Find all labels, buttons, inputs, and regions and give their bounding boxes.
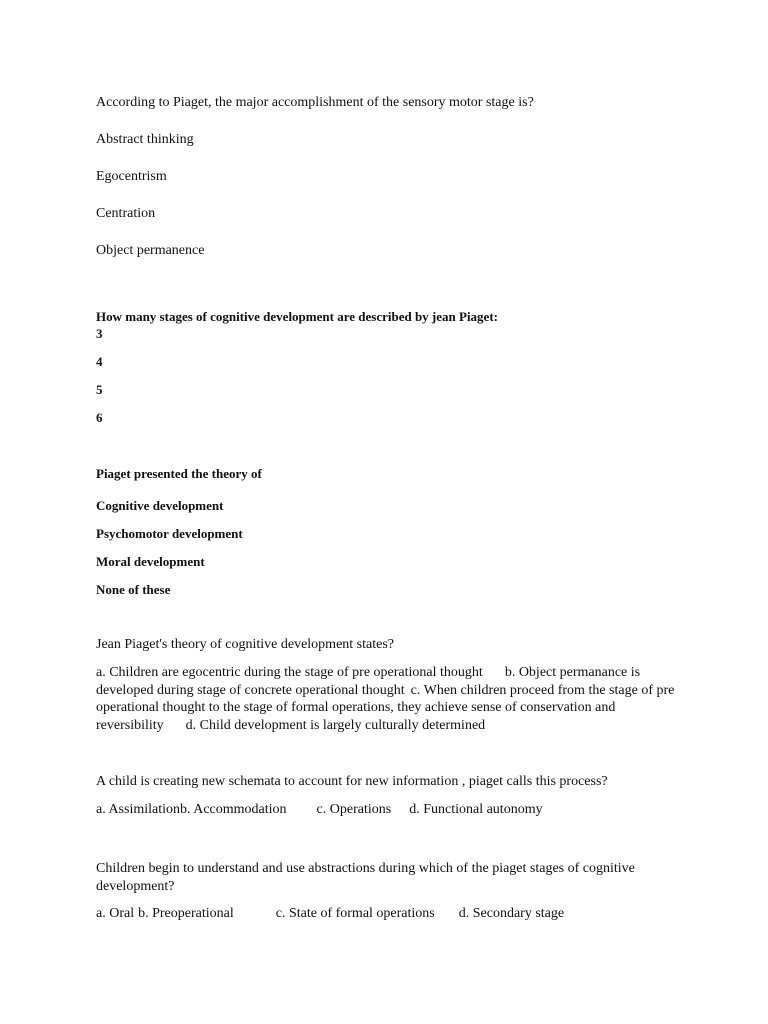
q2-option-4: 6 — [96, 410, 103, 425]
q2-option-2: 4 — [96, 354, 103, 369]
q5-options-line — [96, 801, 543, 818]
q5-option-d: d. Functional autonomy — [409, 802, 543, 817]
q2-option-1: 3 — [96, 326, 103, 341]
q1-option-4: Object permanence — [96, 243, 205, 258]
q4-option-d: d. Child development is largely culturally determined — [185, 717, 486, 733]
q6-options-line — [96, 905, 564, 922]
q6-option-c: c. State of formal operations — [275, 906, 435, 921]
q3-option-4: None of these — [96, 582, 171, 597]
q4-option-b: b. Object permanance is developed during stage of concrete operational thought — [96, 665, 641, 698]
question-3: Piaget presented the theory of — [96, 466, 262, 481]
question-4: Jean Piaget's theory of cognitive development states? — [96, 637, 394, 652]
q2-option-3: 5 — [96, 382, 103, 397]
question-5: A child is creating new schemata to account for new information , piaget calls this process? — [96, 774, 608, 789]
q6-option-a: a. Oral — [96, 906, 135, 921]
q3-option-2: Psychomotor development — [96, 526, 243, 541]
q3-option-3: Moral development — [96, 554, 205, 569]
q5-option-a: a. Assimilation — [96, 802, 180, 817]
q1-option-2: Egocentrism — [96, 169, 167, 184]
q5-option-c: c. Operations — [316, 802, 392, 817]
q4-options-paragraph — [96, 664, 676, 734]
question-6: Children begin to understand and use abstractions during which of the piaget stages of cognitive development? — [96, 861, 635, 894]
q1-option-1: Abstract thinking — [96, 132, 194, 147]
q6-option-d: d. Secondary stage — [458, 906, 565, 921]
question-2: How many stages of cognitive development are described by jean Piaget: — [96, 309, 498, 324]
q4-option-c: c. When children proceed from the stage of pre operational thought to the stage of formal operations, they achieve sense of conservation and reversibility — [96, 682, 675, 733]
q1-option-3: Centration — [96, 206, 156, 221]
q4-option-a: a. Children are egocentric during the stage of pre operational thought — [96, 665, 483, 680]
q5-option-b: b. Accommodation — [180, 802, 287, 817]
question-1: According to Piaget, the major accomplishment of the sensory motor stage is? — [96, 95, 534, 110]
q3-option-1: Cognitive development — [96, 498, 224, 513]
q6-option-b: b. Preoperational — [138, 906, 234, 921]
